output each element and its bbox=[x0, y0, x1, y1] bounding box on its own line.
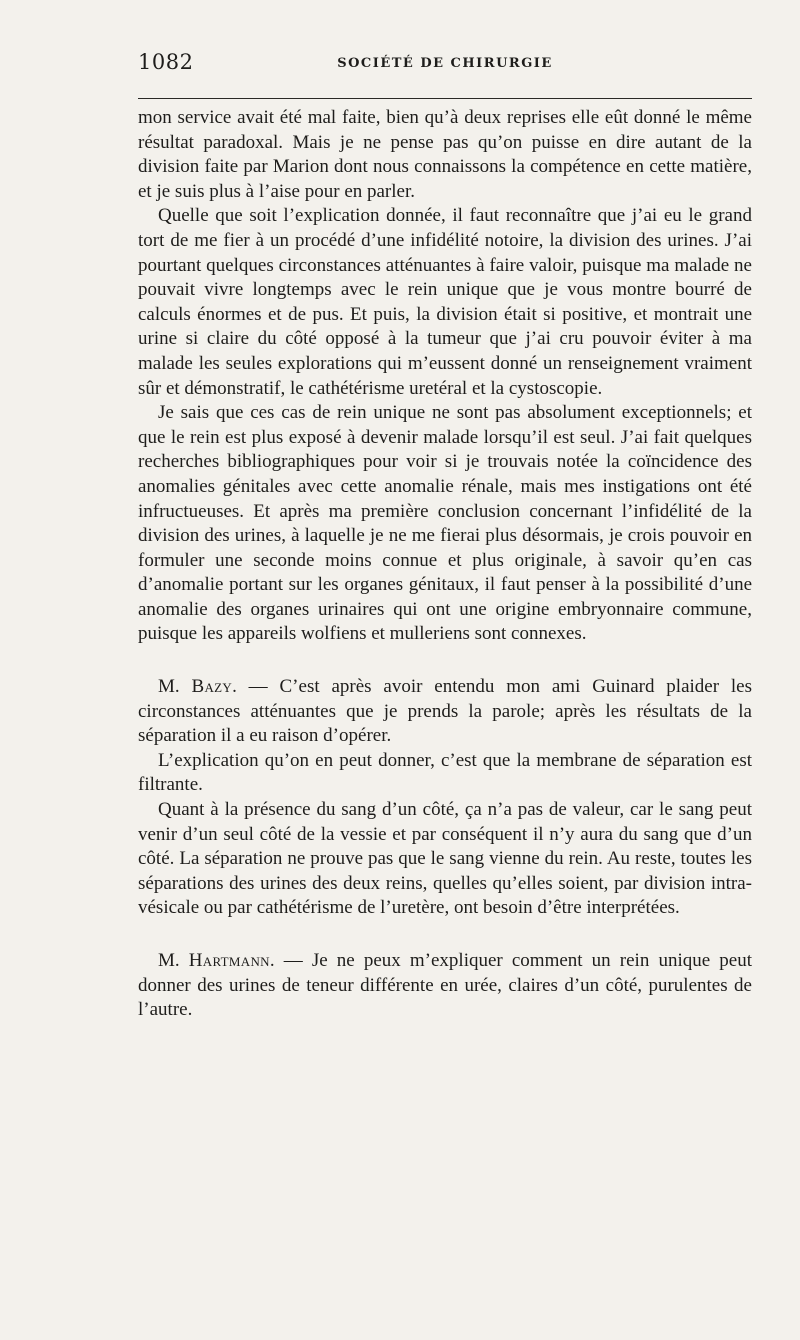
running-title: SOCIÉTÉ DE CHIRURGIE bbox=[337, 56, 553, 71]
paragraph-continuation: mon service avait été mal faite, bien qu’à deux reprises elle eût donné le même résultat paradoxal. Mais je ne pense pas qu’on puisse en dire autant de la division faite par Marion dont nous connaissons la compétence en cette matière, et je suis plus à l’aise pour en parler. bbox=[138, 107, 752, 202]
hartmann-intervention bbox=[138, 949, 752, 1023]
bazy-prefix: M. bbox=[158, 676, 192, 698]
bazy-text: . — C’est après avoir entendu mon ami Guinard plaider les circonstances atténuantes que je prends la parole; après les résultats de la séparation il a eu raison d’opérer. bbox=[138, 676, 752, 747]
section-spacer bbox=[138, 921, 752, 949]
body-text bbox=[138, 106, 752, 1023]
header-rule bbox=[138, 98, 752, 99]
speaker-name-hartmann: Hartmann bbox=[188, 950, 270, 971]
speaker-name-bazy: Bazy bbox=[191, 676, 233, 698]
bazy-paragraph-membrane: L’explication qu’on en peut donner, c’est que la membrane de séparation est filtrante. bbox=[138, 749, 752, 796]
page-number: 1082 bbox=[138, 50, 194, 74]
hartmann-prefix: M. bbox=[158, 950, 189, 971]
paragraph-explanation: Quelle que soit l’explication donnée, il faut reconnaître que j’ai eu le grand tort de me fier à un procédé d’une infidélité notoire, la division des urines. J’ai pourtant quelques circonstances atténuantes à faire valoir, puisque ma malade ne pouvait vivre longtemps avec le rein unique que je vous montre bourré de calculs énormes et de pus. Et puis, la division était si positive, et montrait une urine si claire du côté opposé à la tumeur que j’ai cru pouvoir éviter à ma malade les seules explorations qui m’eussent donné un renseignement vraiment sûr et démonstratif, le cathétérisme uretéral et la cystoscopie. bbox=[138, 205, 752, 399]
page-header bbox=[138, 50, 752, 80]
paragraph-rein-unique: Je sais que ces cas de rein unique ne sont pas absolument exceptionnels; et que le rein est plus exposé à devenir malade lorsqu’il est seul. J’ai fait quelques recherches bibliographiques pour voir si je trouvais notée la coïncidence des anomalies génitales avec cette anomalie rénale, mais mes instigations ont été infructueuses. Et après ma première conclusion concernant l’infidélité de la division des urines, à laquelle je ne me fierai plus désormais, je crois pouvoir en formuler une seconde moins connue et plus originale, à savoir qu’en cas d’anomalie portant sur les organes génitaux, il faut penser à la possibilité d’une anomalie des organes urinaires qui ont une origine embryonnaire commune, puisque les appareils wolfiens et mulleriens sont connexes. bbox=[138, 402, 752, 645]
section-spacer bbox=[138, 647, 752, 675]
hartmann-text: . — Je ne peux m’expliquer comment un rein unique peut donner des urines de teneur différente en urée, claires d’un côté, purulentes de l’autre. bbox=[138, 950, 752, 1021]
bazy-paragraph-sang: Quant à la présence du sang d’un côté, ça n’a pas de valeur, car le sang peut venir d’un seul côté de la vessie et par conséquent il n’y aura du sang que d’un côté. La séparation ne prouve pas que le sang vienne du rein. Au reste, toutes les séparations des urines des deux reins, quelles qu’elles soient, par division intra-vésicale ou par cathétérisme de l’uretère, ont besoin d’être interprétées. bbox=[138, 799, 752, 919]
bazy-intervention bbox=[138, 675, 752, 749]
